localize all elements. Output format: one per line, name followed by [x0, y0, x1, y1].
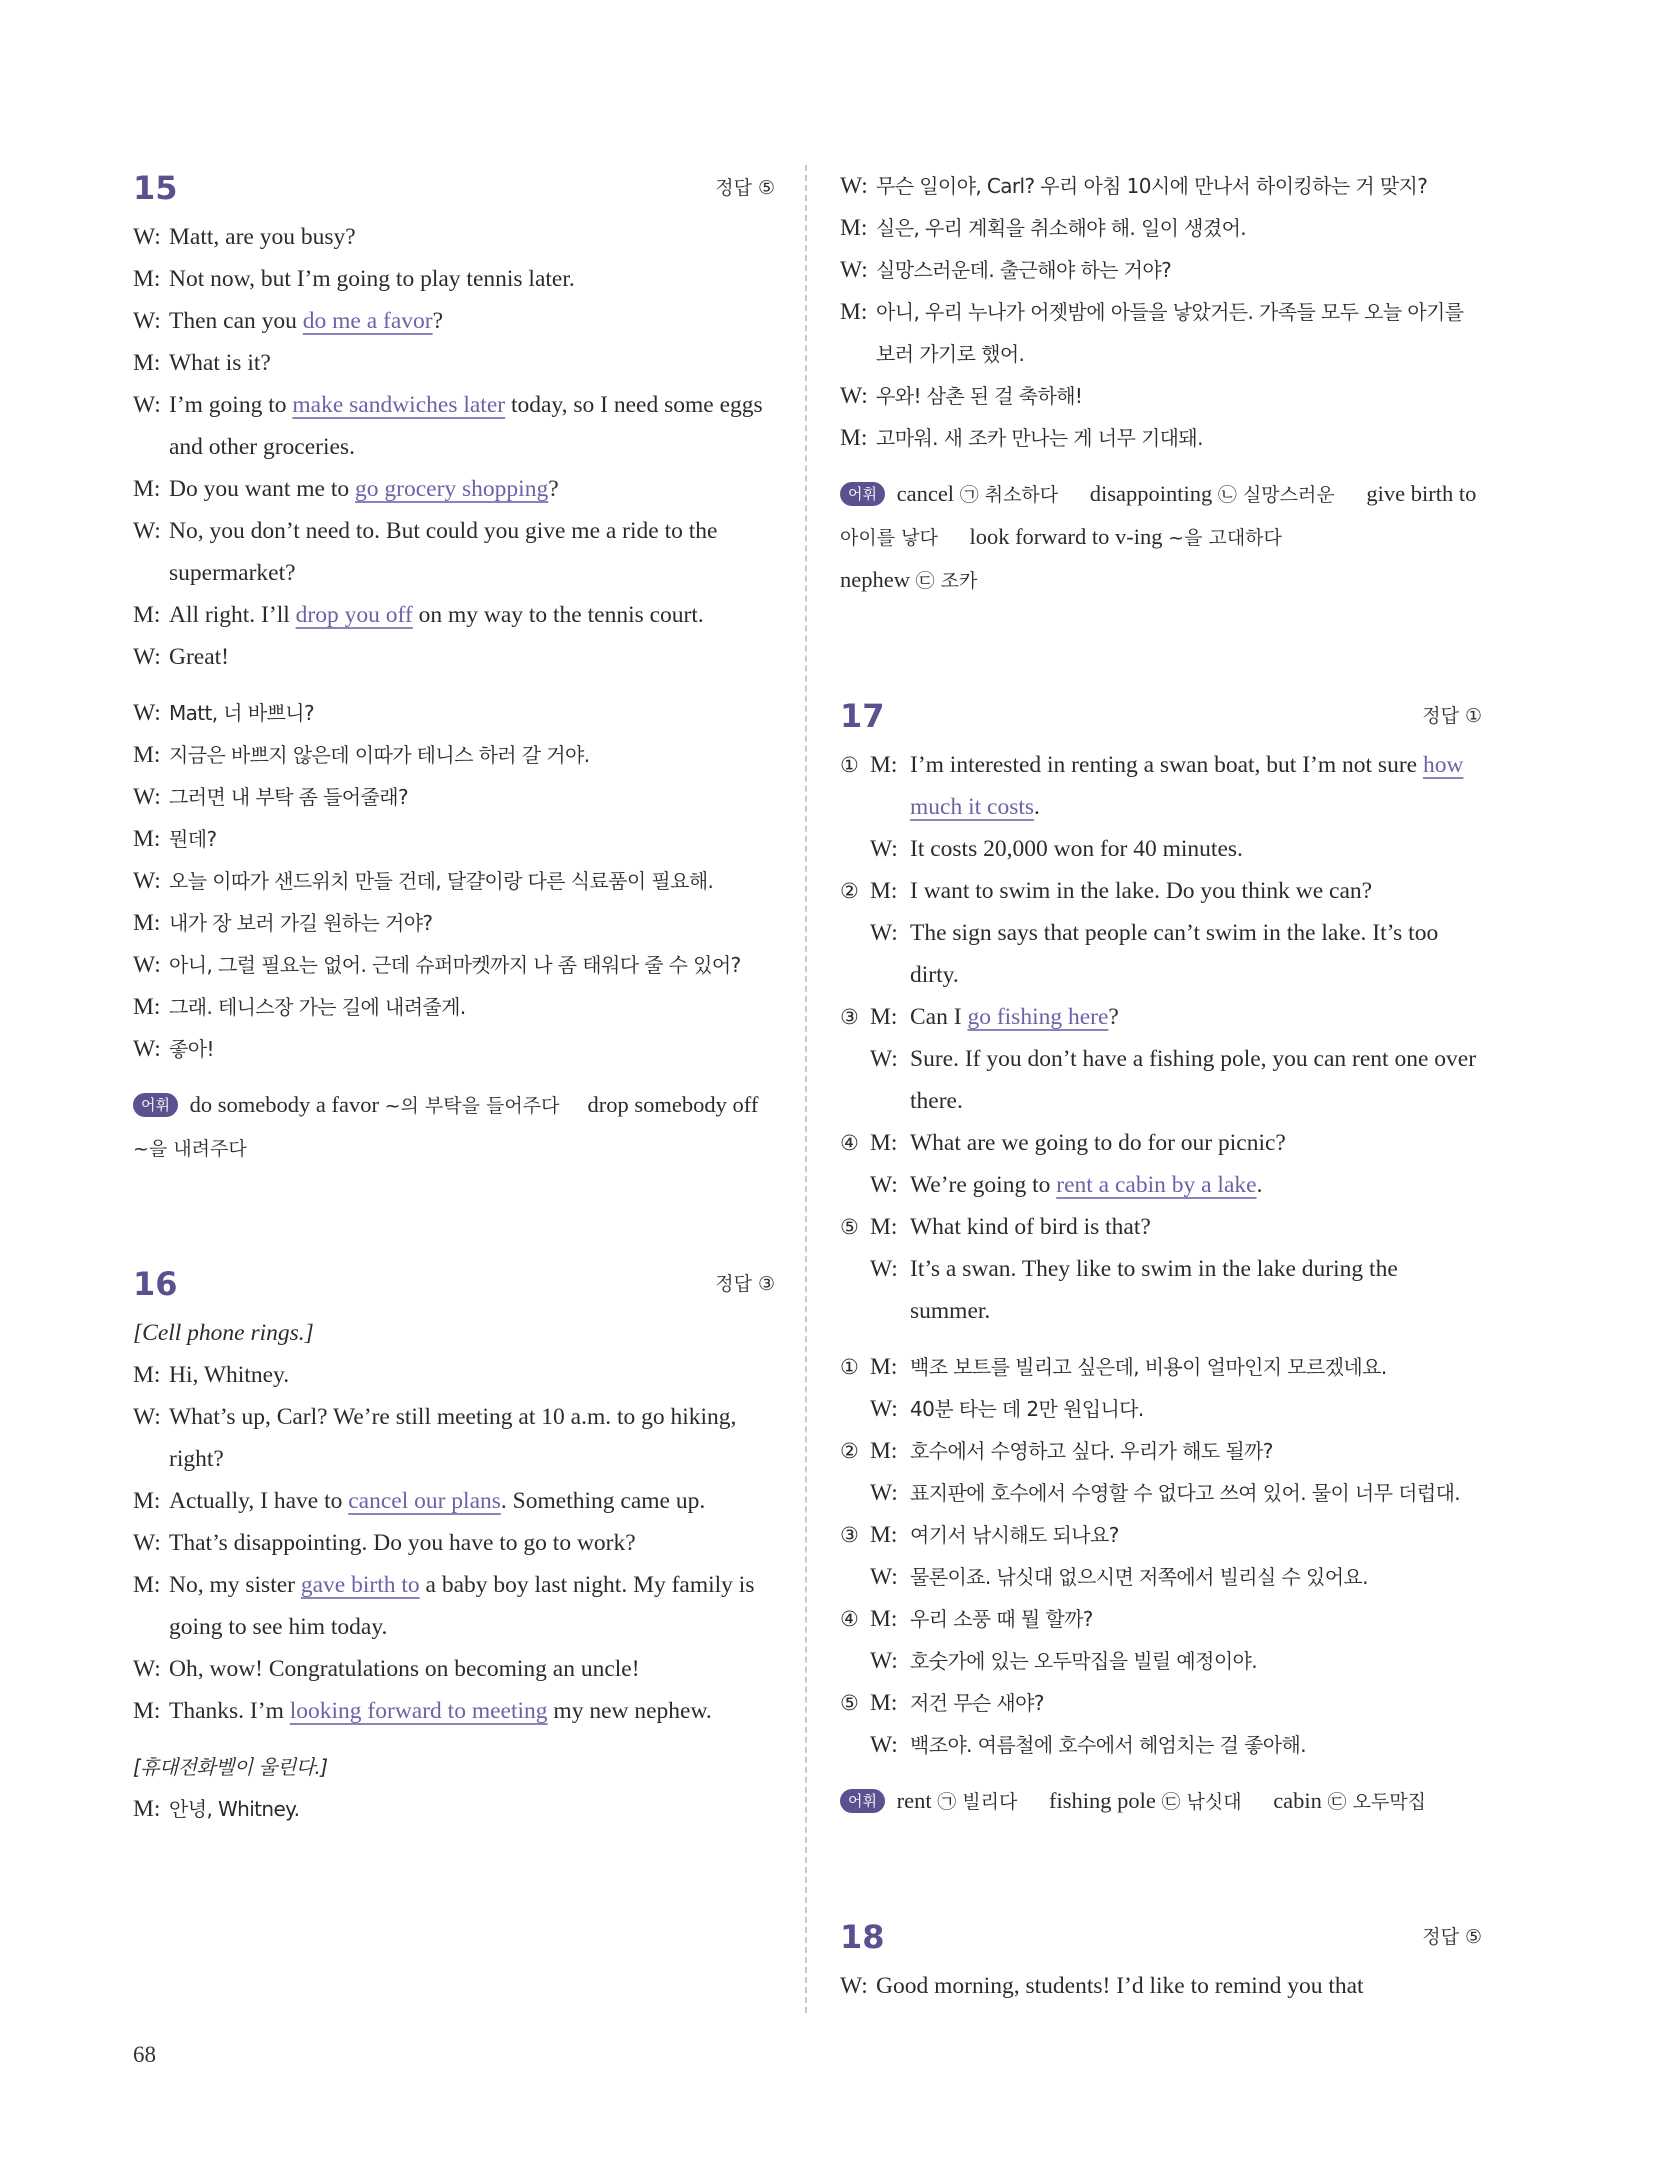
speaker-label: M: — [133, 1698, 161, 1724]
section-18-dialogue — [840, 1965, 1482, 2007]
speaker-label: M: — [133, 1362, 161, 1388]
section-17-dialogue — [840, 744, 1482, 1332]
section-15-vocab — [133, 1084, 775, 1170]
speaker-label: M: — [870, 1004, 898, 1030]
column-divider — [805, 165, 807, 2013]
option-number: ③ — [840, 1523, 859, 1547]
line-text: 무슨 일이야, Carl? 우리 아침 10시에 만나서 하이킹하는 거 맞지? — [876, 174, 1428, 198]
line-text: What’s up, Carl? We’re still meeting at 10 a.m. to go hiking, right? — [169, 1404, 737, 1472]
line-text: I want to swim in the lake. Do you think we can? — [910, 878, 1373, 904]
line-text: today, so I need some eggs and other groceries. — [169, 392, 763, 460]
speaker-label: W: — [133, 784, 161, 810]
speaker-label: W: — [840, 173, 868, 199]
speaker-label: M: — [133, 266, 161, 292]
page-number: 68 — [133, 2042, 156, 2067]
line-text: 백조야. 여름철에 호수에서 헤엄치는 걸 좋아해. — [910, 1733, 1306, 1757]
line-text: We’re going to — [910, 1172, 1057, 1198]
line-text: 아니, 우리 누나가 어젯밤에 아들을 낳았거든. 가족들 모두 오늘 아기를 보러 가기로 했어. — [876, 300, 1464, 366]
section-16-translation-cont — [840, 165, 1482, 459]
dialogue-line — [133, 300, 775, 342]
vocab-meaning: ㉡ 실망스러운 — [1217, 484, 1335, 506]
line-text: 좋아! — [169, 1037, 214, 1061]
option-number: ⑤ — [840, 1215, 859, 1239]
vocab-meaning: ~을 내려주다 — [133, 1138, 247, 1160]
option-number: ⑤ — [840, 1691, 859, 1715]
vocab-term: fishing pole — [1048, 1788, 1156, 1813]
line-text: What kind of bird is that? — [910, 1214, 1151, 1240]
section-17-vocab — [840, 1780, 1482, 1823]
speaker-label: W: — [133, 224, 161, 250]
speaker-label: W: — [870, 1480, 898, 1506]
dialogue-line — [840, 1122, 1482, 1164]
line-text: ? — [432, 308, 444, 334]
dialogue-line — [133, 594, 775, 636]
dialogue-line — [133, 342, 775, 384]
dialogue-line — [133, 258, 775, 300]
line-text: 우와! 삼촌 된 걸 축하해! — [876, 384, 1083, 408]
speaker-label: M: — [870, 752, 898, 778]
line-text: Great! — [169, 644, 230, 670]
line-text: Not now, but I’m going to play tennis later. — [169, 266, 575, 292]
translation-line — [133, 986, 775, 1028]
line-text: What is it? — [169, 350, 271, 376]
line-text: Sure. If you don’t have a fishing pole, you can rent one over there. — [910, 1046, 1477, 1114]
vocab-tag: 어휘 — [133, 1093, 178, 1117]
line-text: 내가 장 보러 가길 원하는 거야? — [169, 911, 433, 935]
line-text: No, you don’t need to. But could you give me a ride to the supermarket? — [169, 518, 718, 586]
section-18-header — [840, 1909, 1482, 1965]
option-number: ④ — [840, 1131, 859, 1155]
speaker-label: M: — [133, 742, 161, 768]
speaker-label: W: — [870, 1172, 898, 1198]
vocab-term: drop somebody off — [587, 1092, 759, 1117]
left-column — [133, 160, 775, 1830]
speaker-label: W: — [133, 1036, 161, 1062]
speaker-label: W: — [870, 920, 898, 946]
line-text: The sign says that people can’t swim in the lake. It’s too dirty. — [910, 920, 1439, 988]
speaker-label: M: — [870, 1130, 898, 1156]
speaker-label: W: — [133, 700, 161, 726]
option-number: ③ — [840, 1005, 859, 1029]
key-phrase: how much it costs — [910, 752, 1464, 820]
vocab-meaning: ~의 부탁을 들어주다 — [384, 1095, 560, 1117]
line-text: 호숫가에 있는 오두막집을 빌릴 예정이야. — [910, 1649, 1258, 1673]
dialogue-line — [840, 1038, 1482, 1122]
section-number: 15 — [133, 169, 178, 207]
line-text: 표지판에 호수에서 수영할 수 없다고 쓰여 있어. 물이 너무 더럽대. — [910, 1481, 1461, 1505]
dialogue-line — [133, 216, 775, 258]
speaker-label: W: — [133, 952, 161, 978]
translation-line — [840, 1514, 1482, 1556]
translation-line — [840, 375, 1482, 417]
line-text: 우리 소풍 때 뭘 할까? — [910, 1607, 1093, 1631]
speaker-label: W: — [133, 1656, 161, 1682]
speaker-label: M: — [133, 1796, 161, 1822]
speaker-label: W: — [133, 392, 161, 418]
speaker-label: W: — [870, 1648, 898, 1674]
section-17-header — [840, 688, 1482, 744]
line-text: ? — [1108, 1004, 1119, 1030]
speaker-label: W: — [840, 383, 868, 409]
option-number: ④ — [840, 1607, 859, 1631]
key-phrase: gave birth to — [300, 1572, 420, 1598]
dialogue-line — [840, 1164, 1482, 1206]
speaker-label: M: — [870, 1690, 898, 1716]
stage-direction-ko: [휴대전화벨이 울린다.] — [133, 1755, 328, 1779]
key-phrase: cancel our plans — [348, 1488, 501, 1514]
line-text: Thanks. I’m — [169, 1698, 290, 1724]
line-text: Then can you — [169, 308, 303, 334]
translation-line — [840, 1682, 1482, 1724]
vocab-term: cabin — [1273, 1788, 1322, 1813]
dialogue-line — [133, 1480, 775, 1522]
speaker-label: M: — [133, 1488, 161, 1514]
section-16-dialogue — [133, 1354, 775, 1732]
vocab-tag: 어휘 — [840, 482, 885, 506]
line-text: 실은, 우리 계획을 취소해야 해. 일이 생겼어. — [876, 216, 1247, 240]
line-text: It costs 20,000 won for 40 minutes. — [910, 836, 1243, 862]
vocab-term: do somebody a favor — [189, 1092, 379, 1117]
translation-line — [133, 734, 775, 776]
key-phrase: looking forward to meeting — [289, 1698, 548, 1724]
line-text: All right. I’ll — [169, 602, 296, 628]
speaker-label: M: — [133, 350, 161, 376]
vocab-meaning: ㉢ 오두막집 — [1327, 1791, 1427, 1813]
speaker-label: M: — [133, 826, 161, 852]
key-phrase: go fishing here — [967, 1004, 1109, 1030]
line-text: Good morning, students! I’d like to remind you that — [876, 1973, 1364, 1999]
line-text: my new nephew. — [547, 1698, 712, 1724]
speaker-label: W: — [133, 518, 161, 544]
line-text: Oh, wow! Congratulations on becoming an uncle! — [169, 1656, 640, 1682]
vocab-term: cancel — [896, 481, 955, 506]
line-text: . — [1034, 794, 1040, 820]
translation-line — [133, 818, 775, 860]
line-text: 40분 타는 데 2만 원입니다. — [910, 1397, 1144, 1421]
dialogue-line — [133, 1564, 775, 1648]
dialogue-line — [133, 1690, 775, 1732]
speaker-label: W: — [133, 1404, 161, 1430]
dialogue-line — [133, 384, 775, 468]
translation-line — [133, 1028, 775, 1070]
answer-label: 정답 ⑤ — [715, 177, 775, 199]
line-text: That’s disappointing. Do you have to go to work? — [169, 1530, 636, 1556]
vocab-meaning: ~을 고대하다 — [1168, 527, 1282, 549]
option-number: ② — [840, 1439, 859, 1463]
section-16-header — [133, 1256, 775, 1312]
line-text: ? — [548, 476, 559, 502]
speaker-label: W: — [840, 1973, 868, 1999]
line-text: Can I — [910, 1004, 968, 1030]
vocab-meaning: 아이를 낳다 — [840, 527, 938, 549]
vocab-meaning: ㉠ 빌리다 — [937, 1791, 1018, 1813]
line-text: Do you want me to — [169, 476, 356, 502]
line-text: 그래. 테니스장 가는 길에 내려줄게. — [169, 995, 466, 1019]
line-text: 그러면 내 부탁 좀 들어줄래? — [169, 785, 408, 809]
translation-line — [133, 776, 775, 818]
translation-line — [840, 1388, 1482, 1430]
dialogue-line — [840, 828, 1482, 870]
speaker-label: M: — [133, 476, 161, 502]
section-17-translation — [840, 1346, 1482, 1766]
option-number: ① — [840, 753, 859, 777]
stage-direction: [Cell phone rings.] — [133, 1320, 314, 1346]
dialogue-line — [133, 1522, 775, 1564]
key-phrase: rent a cabin by a lake — [1056, 1172, 1257, 1198]
dialogue-line — [840, 744, 1482, 828]
translation-line — [840, 417, 1482, 459]
speaker-label: M: — [870, 1354, 898, 1380]
dialogue-line — [840, 996, 1482, 1038]
line-text: 물론이죠. 낚싯대 없으시면 저쪽에서 빌리실 수 있어요. — [910, 1565, 1368, 1589]
speaker-label: W: — [133, 308, 161, 334]
speaker-label: W: — [133, 1530, 161, 1556]
translation-line — [133, 860, 775, 902]
translation-line — [840, 1724, 1482, 1766]
vocab-meaning: ㉢ 조카 — [915, 570, 978, 592]
speaker-label: M: — [870, 1522, 898, 1548]
line-text: . Something came up. — [500, 1488, 706, 1514]
dialogue-line — [840, 912, 1482, 996]
answer-label: 정답 ① — [1422, 705, 1482, 727]
translation-line — [840, 1598, 1482, 1640]
translation-line — [133, 902, 775, 944]
vocab-term: give birth to — [1366, 481, 1477, 506]
answer-label: 정답 ③ — [715, 1273, 775, 1295]
key-phrase: do me a favor — [302, 308, 433, 334]
option-number: ① — [840, 1355, 859, 1379]
dialogue-line — [133, 468, 775, 510]
section-16-vocab — [840, 473, 1482, 602]
speaker-label: M: — [870, 1606, 898, 1632]
line-text: 아니, 그럴 필요는 없어. 근데 슈퍼마켓까지 나 좀 태워다 줄 수 있어? — [169, 953, 741, 977]
dialogue-line — [840, 1248, 1482, 1332]
section-15-translation — [133, 692, 775, 1070]
speaker-label: M: — [840, 425, 868, 451]
speaker-label: M: — [840, 299, 868, 325]
line-text: 안녕, Whitney. — [169, 1797, 300, 1821]
line-text: I’m going to — [169, 392, 293, 418]
line-text: It’s a swan. They like to swim in the lake during the summer. — [910, 1256, 1398, 1324]
answer-label: 정답 ⑤ — [1422, 1926, 1482, 1948]
key-phrase: drop you off — [295, 602, 413, 628]
line-text: 백조 보트를 빌리고 싶은데, 비용이 얼마인지 모르겠네요. — [910, 1355, 1387, 1379]
translation-line — [840, 249, 1482, 291]
translation-line — [840, 1640, 1482, 1682]
key-phrase: make sandwiches later — [292, 392, 506, 418]
line-text: 지금은 바쁘지 않은데 이따가 테니스 하러 갈 거야. — [169, 743, 590, 767]
vocab-meaning: ㉢ 낚싯대 — [1161, 1791, 1242, 1813]
speaker-label: W: — [870, 1256, 898, 1282]
translation-line — [840, 1346, 1482, 1388]
dialogue-line — [133, 1648, 775, 1690]
line-text: 여기서 낚시해도 되나요? — [910, 1523, 1119, 1547]
line-text: What are we going to do for our picnic? — [910, 1130, 1286, 1156]
line-text: on my way to the tennis court. — [412, 602, 704, 628]
line-text: 실망스러운데. 출근해야 하는 거야? — [876, 258, 1172, 282]
speaker-label: M: — [133, 994, 161, 1020]
section-number: 16 — [133, 1265, 178, 1303]
section-16-translation-start — [133, 1788, 775, 1830]
translation-line — [133, 692, 775, 734]
line-text: a baby boy last night. My family is going to see him today. — [169, 1572, 755, 1640]
speaker-label: W: — [870, 836, 898, 862]
line-text: I’m interested in renting a swan boat, but I’m not sure — [910, 752, 1423, 778]
translation-line — [840, 1430, 1482, 1472]
speaker-label: M: — [133, 1572, 161, 1598]
line-text: 뭔데? — [169, 827, 217, 851]
speaker-label: M: — [870, 1214, 898, 1240]
vocab-term: rent — [896, 1788, 932, 1813]
translation-line — [840, 165, 1482, 207]
vocab-term: nephew — [840, 567, 910, 592]
speaker-label: W: — [870, 1564, 898, 1590]
dialogue-line — [840, 870, 1482, 912]
speaker-label: W: — [870, 1046, 898, 1072]
option-number: ② — [840, 879, 859, 903]
speaker-label: W: — [840, 257, 868, 283]
vocab-term: disappointing — [1089, 481, 1213, 506]
translation-line — [133, 1788, 775, 1830]
line-text: Matt, 너 바쁘니? — [169, 701, 314, 725]
section-number: 17 — [840, 697, 885, 735]
line-text: 오늘 이따가 샌드위치 만들 건데, 달걀이랑 다른 식료품이 필요해. — [169, 869, 714, 893]
line-text: Hi, Whitney. — [169, 1362, 290, 1388]
speaker-label: W: — [133, 868, 161, 894]
dialogue-line — [133, 1354, 775, 1396]
speaker-label: M: — [133, 910, 161, 936]
key-phrase: go grocery shopping — [355, 476, 549, 502]
section-15-header — [133, 160, 775, 216]
line-text: 저건 무슨 새야? — [910, 1691, 1044, 1715]
speaker-label: W: — [870, 1396, 898, 1422]
section-15-dialogue — [133, 216, 775, 678]
translation-line — [133, 944, 775, 986]
dialogue-line — [133, 636, 775, 678]
speaker-label: M: — [840, 215, 868, 241]
section-number: 18 — [840, 1918, 885, 1956]
line-text: No, my sister — [169, 1572, 301, 1598]
line-text: Matt, are you busy? — [169, 224, 356, 250]
dialogue-line — [840, 1206, 1482, 1248]
speaker-label: M: — [870, 1438, 898, 1464]
vocab-meaning: ㉠ 취소하다 — [959, 484, 1059, 506]
translation-line — [840, 1556, 1482, 1598]
dialogue-line — [840, 1965, 1482, 2007]
vocab-tag: 어휘 — [840, 1789, 885, 1813]
line-text: Actually, I have to — [169, 1488, 349, 1514]
line-text: . — [1256, 1172, 1263, 1198]
speaker-label: M: — [133, 602, 161, 628]
translation-line — [840, 291, 1482, 375]
speaker-label: M: — [870, 878, 898, 904]
right-column — [840, 165, 1482, 2007]
line-text: 고마워. 새 조카 만나는 게 너무 기대돼. — [876, 426, 1203, 450]
translation-line — [840, 1472, 1482, 1514]
dialogue-line — [133, 510, 775, 594]
line-text: 호수에서 수영하고 싶다. 우리가 해도 될까? — [910, 1439, 1273, 1463]
dialogue-line — [133, 1396, 775, 1480]
vocab-term: look forward to v-ing — [969, 524, 1163, 549]
speaker-label: W: — [870, 1732, 898, 1758]
translation-line — [840, 207, 1482, 249]
speaker-label: W: — [133, 644, 161, 670]
